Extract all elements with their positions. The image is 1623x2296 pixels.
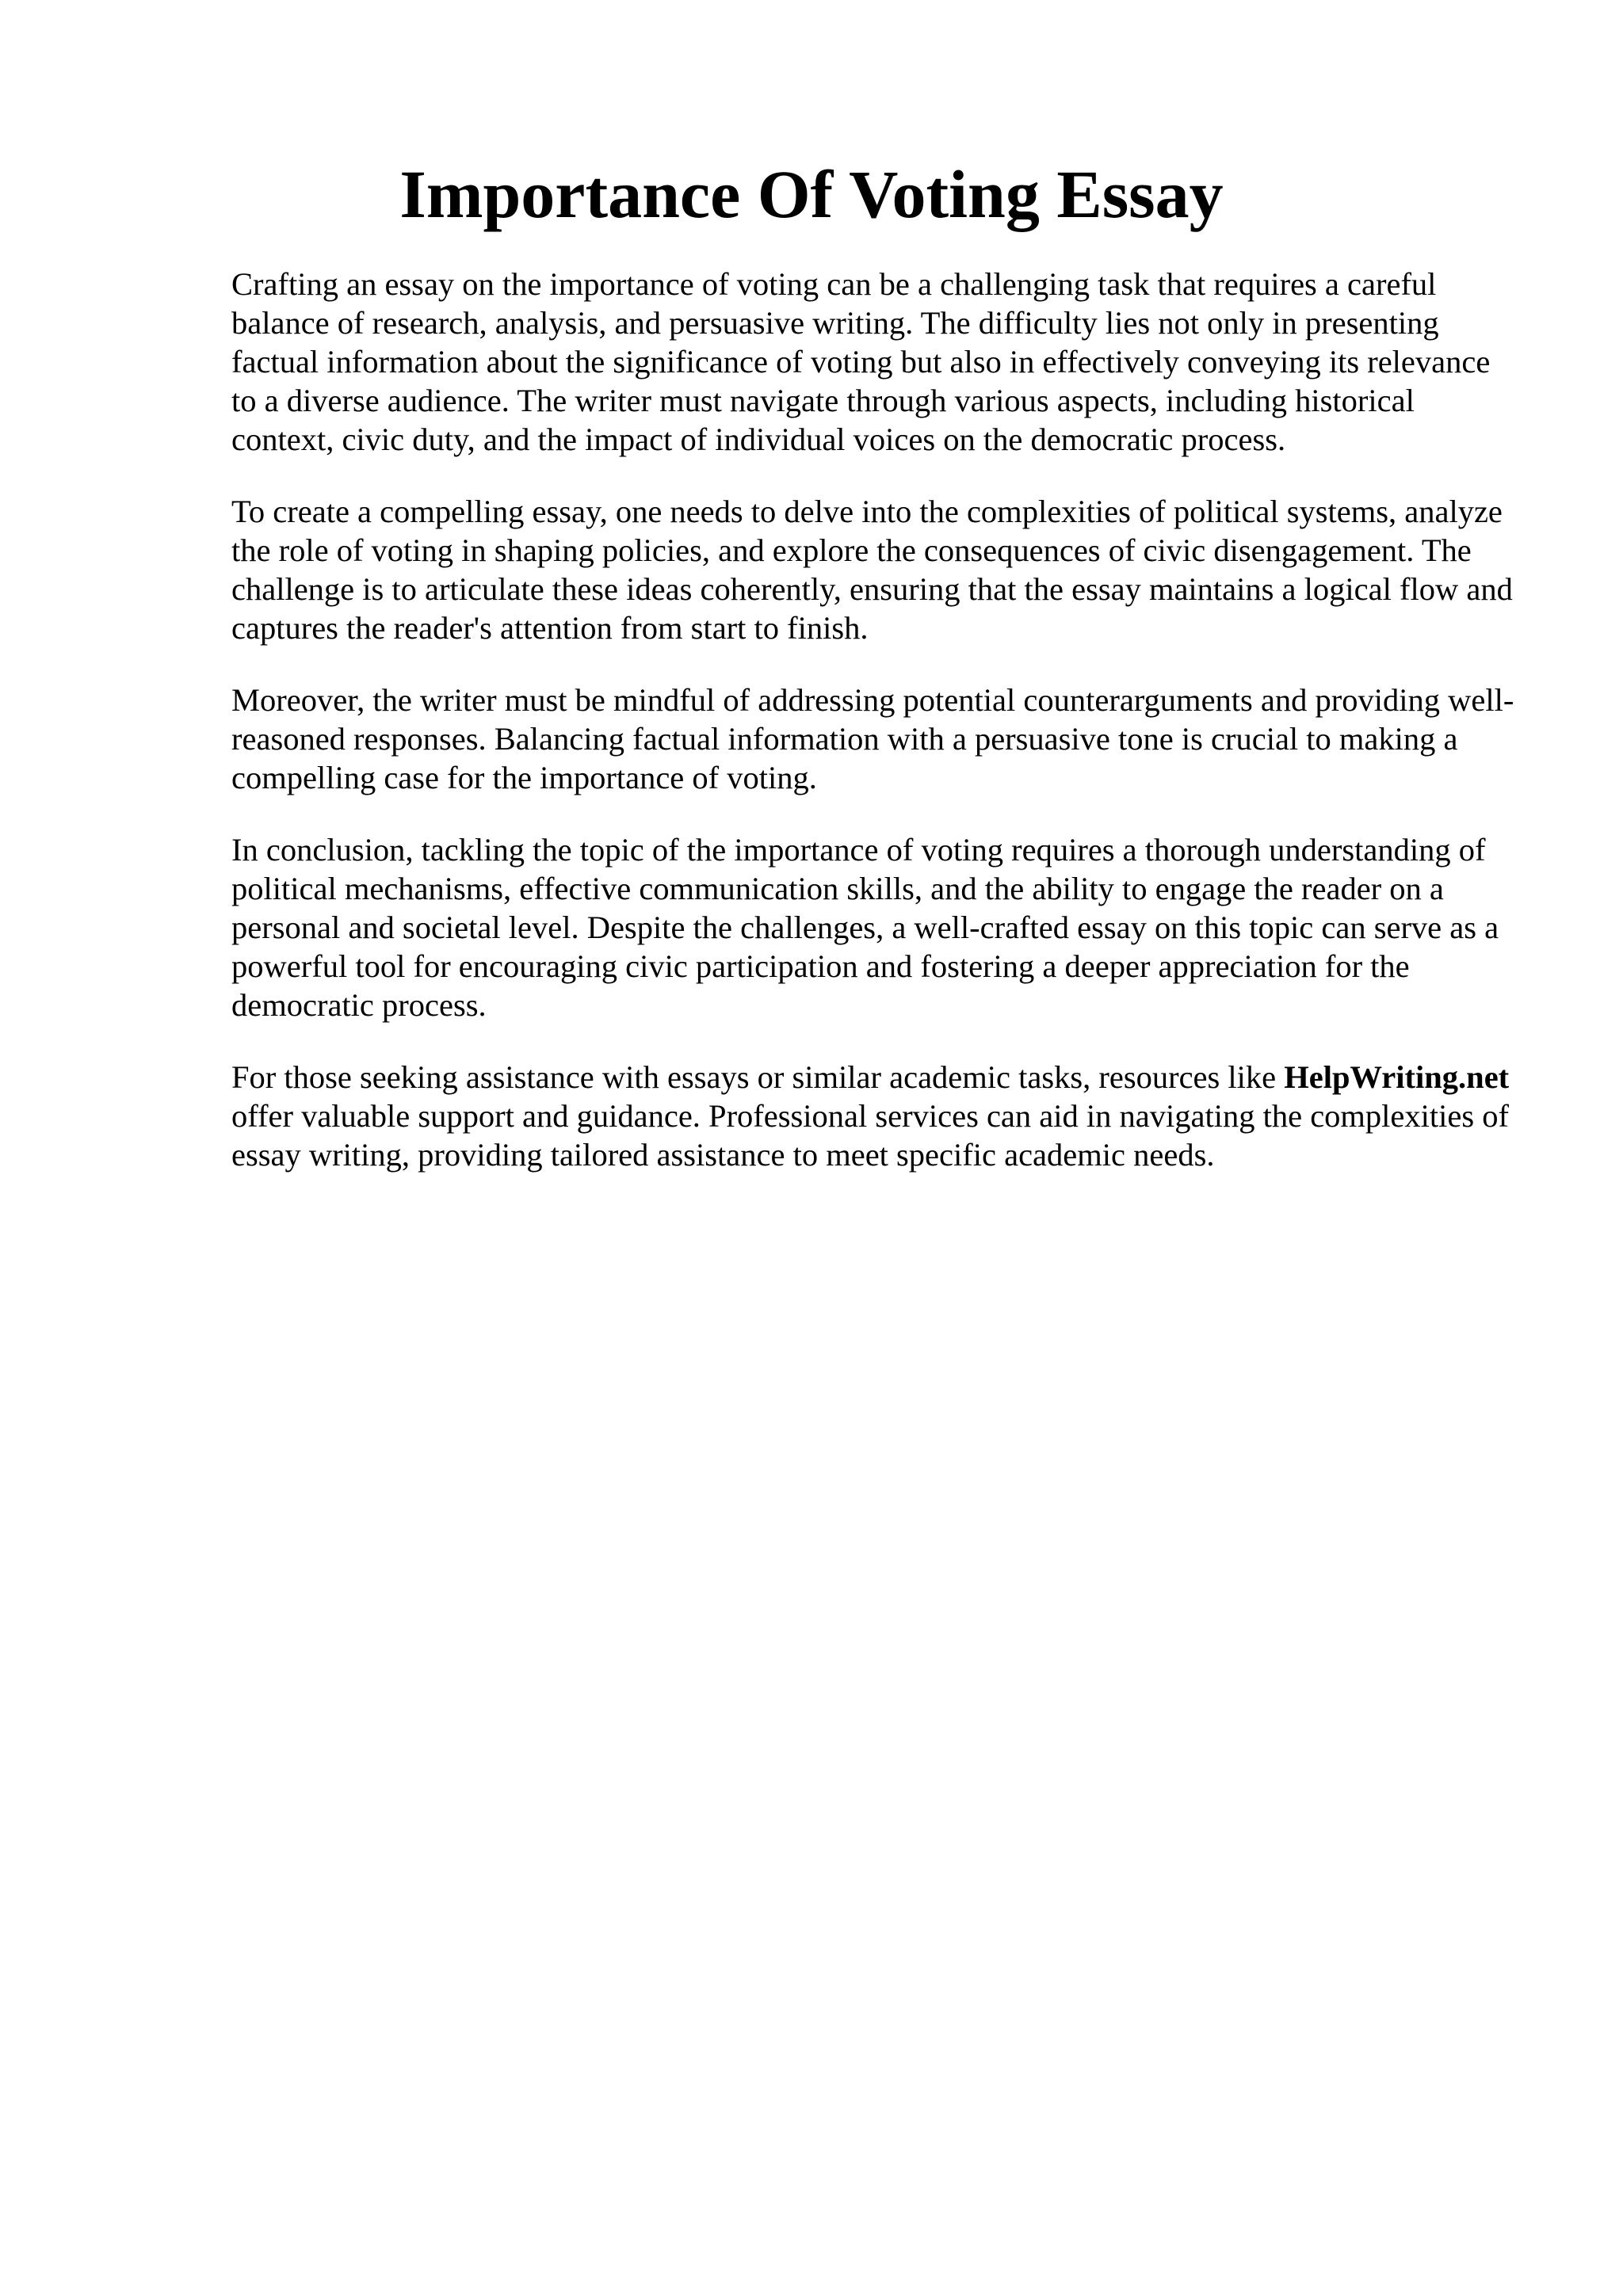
essay-body (231, 265, 1515, 1207)
brand-link[interactable]: HelpWriting.net (1284, 1059, 1510, 1095)
closing-text-after: offer valuable support and guidance. Professional services can aid in navigating the complexities of essay writing, providing tailored assistance to meet specific academic needs. (231, 1098, 1510, 1173)
paragraph-3: Moreover, the writer must be mindful of addressing potential counterarguments and providing well-reasoned responses. Balancing factual information with a persuasive tone is crucial to making a compelling case for the importance of voting. (231, 682, 1514, 795)
paragraph-4: In conclusion, tackling the topic of the importance of voting requires a thorough understanding of political mechanisms, effective communication skills, and the ability to engage the reader on a personal and societal level. Despite the challenges, a well-crafted essay on this topic can serve as a powerful tool for encouraging civic participation and fostering a deeper appreciation for the democratic process. (231, 832, 1499, 1023)
paragraph-closing (231, 1058, 1515, 1174)
paragraph-2: To create a compelling essay, one needs to delve into the complexities of political systems, analyze the role of voting in shaping policies, and explore the consequences of civic disengagement. The challenge is to articulate these ideas coherently, ensuring that the essay maintains a logical flow and captures the reader's attention from start to finish. (231, 494, 1513, 646)
page-title: Importance Of Voting Essay (399, 156, 1224, 232)
paragraph-1: Crafting an essay on the importance of voting can be a challenging task that requires a careful balance of research, analysis, and persuasive writing. The difficulty lies not only in presenting factual information about the significance of voting but also in effectively conveying its relevance to a diverse audience. The writer must navigate through various aspects, including historical context, civic duty, and the impact of individual voices on the democratic process. (231, 266, 1491, 457)
closing-text-before: For those seeking assistance with essays or similar academic tasks, resources like (231, 1059, 1285, 1095)
